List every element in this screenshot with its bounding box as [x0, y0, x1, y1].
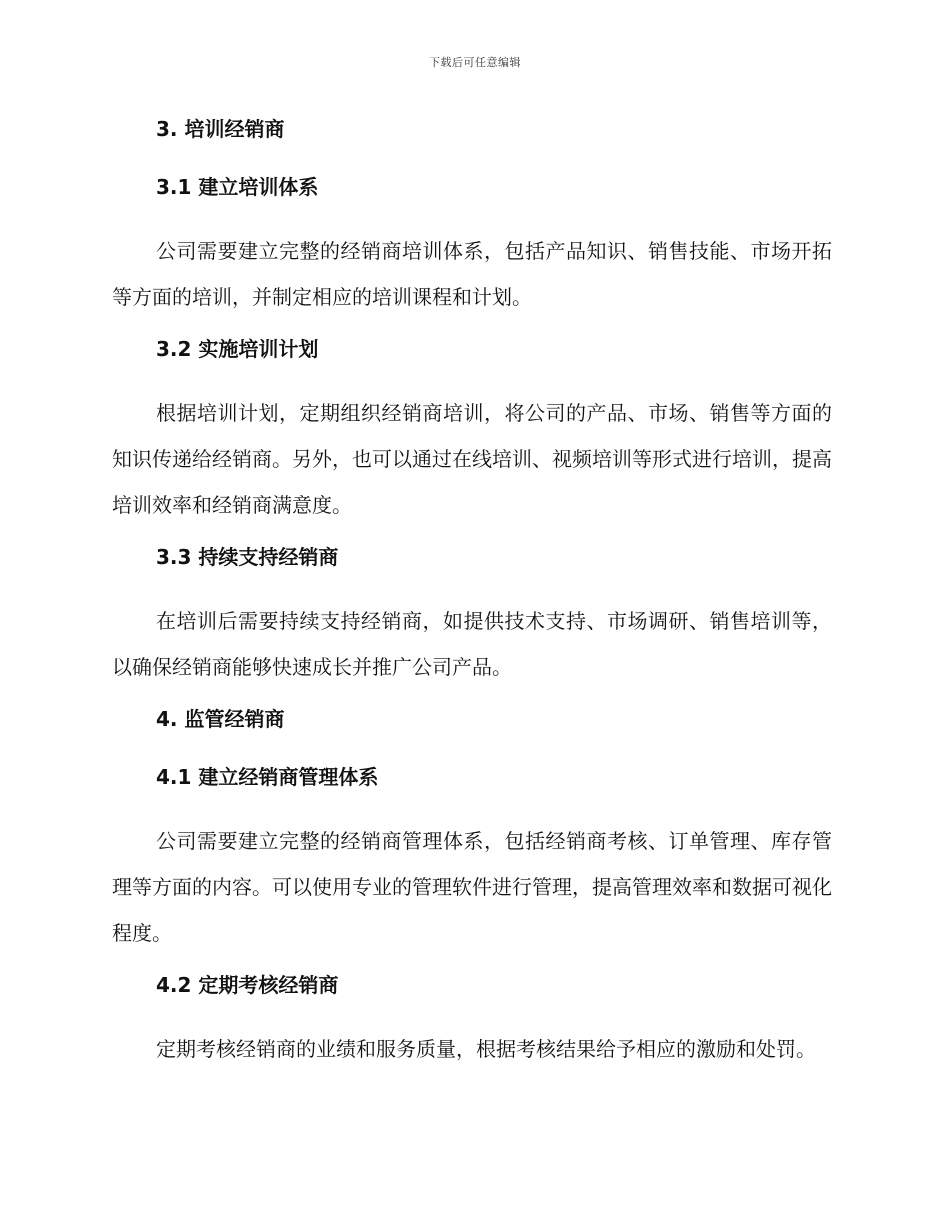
- section-heading-4: 4. 监管经销商: [156, 707, 285, 731]
- section-heading-3: 3. 培训经销商: [156, 117, 285, 141]
- document-body: [112, 112, 832, 1084]
- paragraph-3-1: 公司需要建立完整的经销商培训体系，包括产品知识、销售技能、市场开拓等方面的培训，并制定相应的培训课程和计划。: [112, 239, 832, 309]
- section-heading-3-2: 3.2 实施培训计划: [156, 337, 319, 361]
- page-header: 下载后可任意编辑: [429, 56, 521, 69]
- section-heading-3-3: 3.3 持续支持经销商: [156, 545, 339, 569]
- section-heading-4-2: 4.2 定期考核经销商: [156, 973, 339, 997]
- section-heading-4-1: 4.1 建立经销商管理体系: [156, 765, 379, 789]
- paragraph-3-2: 根据培训计划，定期组织经销商培训，将公司的产品、市场、销售等方面的知识传递给经销商。另外，也可以通过在线培训、视频培训等形式进行培训，提高培训效率和经销商满意度。: [112, 401, 832, 517]
- section-heading-3-1: 3.1 建立培训体系: [156, 175, 319, 199]
- paragraph-3-3: 在培训后需要持续支持经销商，如提供技术支持、市场调研、销售培训等，以确保经销商能够快速成长并推广公司产品。: [112, 609, 832, 679]
- paragraph-4-2: 定期考核经销商的业绩和服务质量，根据考核结果给予相应的激励和处罚。: [156, 1037, 816, 1061]
- paragraph-4-1: 公司需要建立完整的经销商管理体系，包括经销商考核、订单管理、库存管理等方面的内容。可以使用专业的管理软件进行管理，提高管理效率和数据可视化程度。: [112, 829, 832, 945]
